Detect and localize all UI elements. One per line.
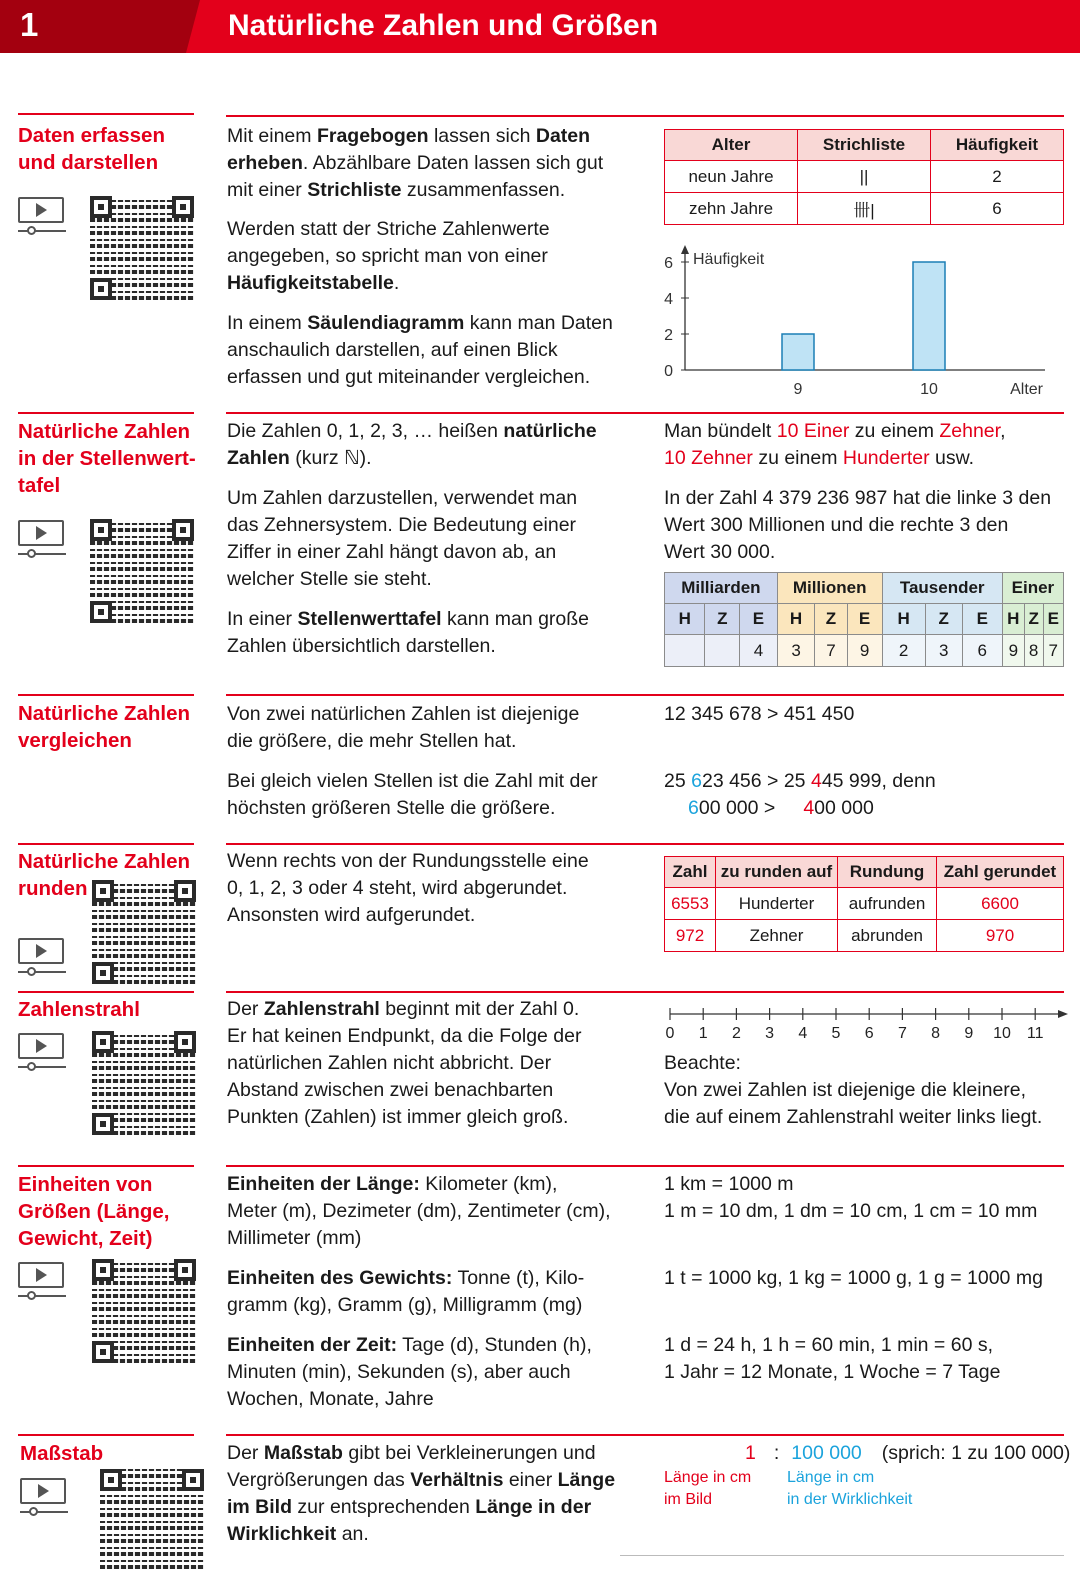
divider xyxy=(18,694,194,696)
cell-direction: abrunden xyxy=(838,920,937,952)
text-natural-1: Die Zahlen 0, 1, 2, 3, … heißen natürliche Zahlen (kurz ℕ). xyxy=(227,420,597,469)
x-tick-label: 9 xyxy=(793,381,803,398)
table-row xyxy=(665,193,1064,225)
section-title-vergleichen: Natürliche Zahlen vergleichen xyxy=(18,702,191,752)
place-group-header: Einer xyxy=(1002,573,1063,604)
text-compare-1: Von zwei natürlichen Zahlen ist diejenige die größere, die mehr Stellen hat. xyxy=(227,703,580,752)
section-title-runden: Natürliche Zahlen runden xyxy=(18,850,191,900)
divider xyxy=(18,113,194,115)
cell-round-to: Zehner xyxy=(716,920,838,952)
cell-number: 6553 xyxy=(665,888,716,920)
number-line-label: 1 xyxy=(698,1025,708,1042)
divider xyxy=(18,991,194,993)
cell-tally: || xyxy=(798,161,931,193)
section-title-daten: Daten erfassen und darstellen xyxy=(18,124,165,174)
divider xyxy=(226,1434,1064,1436)
place-group-header: Tausender xyxy=(882,573,1002,604)
table-row xyxy=(665,920,1064,952)
number-line-label: 6 xyxy=(864,1025,874,1042)
text-compare-2: Bei gleich vielen Stellen ist die Zahl mit der höchsten größeren Stelle die größere. xyxy=(227,770,598,819)
page-title: Natürliche Zahlen und Größen xyxy=(228,9,659,42)
section-title-zahlenstrahl: Zahlenstrahl xyxy=(18,998,140,1021)
place-header: H xyxy=(777,604,815,635)
chapter-number: 1 xyxy=(20,6,39,43)
laenge-conversions: 1 km = 1000 m 1 m = 10 dm, 1 dm = 10 cm, 1 cm = 10 mm xyxy=(664,1173,1038,1222)
number-line-label: 4 xyxy=(798,1025,808,1042)
text-gewicht: Einheiten des Gewichts: Tonne (t), Kilo- gramm (kg), Gramm (g), Milligramm (mg) xyxy=(227,1267,585,1316)
place-header: H xyxy=(665,604,705,635)
place-header: E xyxy=(962,604,1002,635)
divider xyxy=(18,1434,194,1436)
compare-example-1: 12 345 678 > 451 450 xyxy=(664,703,855,725)
text-buendeln: Man bündelt 10 Einer zu einem Zehner, 10 Zehner zu einem Hunderter usw. xyxy=(664,420,1006,469)
caption-bild: Länge in cm im Bild xyxy=(664,1469,752,1508)
digit-cell: 4 xyxy=(740,635,778,667)
bar xyxy=(913,262,945,370)
qr-code xyxy=(92,1031,196,1135)
place-header: Z xyxy=(925,604,962,635)
divider xyxy=(226,115,1064,117)
digit-cell: 8 xyxy=(1024,635,1043,667)
table-row xyxy=(665,161,1064,193)
place-header: E xyxy=(847,604,882,635)
qr-code xyxy=(92,880,196,984)
video-icon[interactable] xyxy=(18,1033,66,1071)
cell-age: zehn Jahre xyxy=(665,193,798,225)
video-icon[interactable] xyxy=(18,1262,66,1300)
number-line-label: 0 xyxy=(665,1025,675,1042)
digit-cell: 7 xyxy=(815,635,847,667)
number-line-label: 5 xyxy=(831,1025,841,1042)
y-axis-arrow xyxy=(681,245,689,254)
cell-result: 970 xyxy=(937,920,1064,952)
divider xyxy=(226,412,1064,414)
digit-cell: 7 xyxy=(1043,635,1063,667)
video-icon[interactable] xyxy=(18,520,66,558)
digit-cell: 2 xyxy=(882,635,925,667)
zeit-conversions: 1 d = 24 h, 1 h = 60 min, 1 min = 60 s, 1 Jahr = 12 Monate, 1 Woche = 7 Tage xyxy=(664,1334,1001,1383)
divider xyxy=(226,694,1064,696)
text-stellenwert-example: In der Zahl 4 379 236 987 hat die linke 3 den Wert 300 Millionen und die rechte 3 den Wert 30 000. xyxy=(664,487,1052,563)
section-title-massstab: Maßstab xyxy=(20,1442,104,1465)
text-zeit: Einheiten der Zeit: Tage (d), Stunden (h), Minuten (min), Sekunden (s), aber auch Wochen, Monate, Jahre xyxy=(227,1334,592,1410)
compare-example-3: 600 000 > 400 000 xyxy=(688,797,874,819)
section-title-stellenwert: Natürliche Zahlen in der Stellenwert- tafel xyxy=(18,420,196,497)
x-tick-label: 10 xyxy=(920,381,938,398)
qr-code xyxy=(92,1259,196,1363)
place-header: Z xyxy=(705,604,740,635)
video-icon[interactable] xyxy=(20,1478,68,1516)
table-header: Zahl xyxy=(665,857,716,888)
cell-frequency: 2 xyxy=(931,161,1064,193)
cell-tally: 卌| xyxy=(798,193,931,225)
text-massstab: Der Maßstab gibt bei Verkleinerungen und Vergrößerungen das Verhältnis einer Länge im Bild zur entsprechenden Länge in der Wirklichkeit an. xyxy=(227,1442,616,1545)
text-laenge: Einheiten der Länge: Kilometer (km), Meter (m), Dezimeter (dm), Zentimeter (cm), Millimeter (mm) xyxy=(227,1173,611,1249)
qr-code xyxy=(100,1469,204,1569)
table-header: zu runden auf xyxy=(716,857,838,888)
bar-chart xyxy=(655,240,1055,405)
gewicht-conversions: 1 t = 1000 kg, 1 kg = 1000 g, 1 g = 1000 mg xyxy=(664,1267,1043,1289)
digit-cell: 9 xyxy=(1002,635,1024,667)
digit-cell: 3 xyxy=(777,635,815,667)
divider xyxy=(18,1165,194,1167)
cell-frequency: 6 xyxy=(931,193,1064,225)
text-natural-3: In einer Stellenwerttafel kann man große Zahlen übersichtlich darstellen. xyxy=(227,608,590,657)
text-natural-2: Um Zahlen darzustellen, verwendet man das Zehnersystem. Die Bedeutung einer Ziffer in einer Zahl hängt davon ab, an welcher Stelle sie steht. xyxy=(227,487,578,590)
cell-direction: aufrunden xyxy=(838,888,937,920)
place-header: E xyxy=(740,604,778,635)
x-axis-label: Alter xyxy=(1010,381,1043,398)
number-line-label: 3 xyxy=(765,1025,775,1042)
digit-cell xyxy=(665,635,705,667)
divider xyxy=(226,843,1064,845)
divider xyxy=(226,1165,1064,1167)
place-header: Z xyxy=(815,604,847,635)
table-header: Häufigkeit xyxy=(931,130,1064,161)
text-runden: Wenn rechts von der Rundungsstelle eine 0, 1, 2, 3 oder 4 steht, wird abgerundet. Ansonsten wird aufgerundet. xyxy=(227,850,589,926)
text-beachte: Beachte: Von zwei Zahlen ist diejenige die kleinere, die auf einem Zahlenstrahl weiter links liegt. xyxy=(664,1052,1043,1128)
y-tick-label: 0 xyxy=(664,363,673,380)
number-line-label: 7 xyxy=(897,1025,907,1042)
text-daten-1: Mit einem Fragebogen lassen sich Daten erheben. Abzählbare Daten lassen sich gut mit einer Strichliste zusammenfassen. xyxy=(227,125,604,201)
place-group-header: Milliarden xyxy=(665,573,778,604)
table-header: Alter xyxy=(665,130,798,161)
number-line-label: 9 xyxy=(964,1025,974,1042)
video-icon[interactable] xyxy=(18,938,66,976)
number-line-label: 2 xyxy=(731,1025,741,1042)
place-header: H xyxy=(882,604,925,635)
caption-wirklichkeit: Länge in cm in der Wirklichkeit xyxy=(787,1469,913,1508)
compare-example-2: 25 623 456 > 25 445 999, denn xyxy=(664,770,936,792)
place-value-table xyxy=(664,572,1064,667)
qr-code xyxy=(90,519,194,623)
divider xyxy=(226,991,1064,993)
cell-result: 6600 xyxy=(937,888,1064,920)
number-line-arrow xyxy=(1058,1010,1068,1018)
tally-table xyxy=(664,129,1064,225)
place-header: Z xyxy=(1024,604,1043,635)
qr-code xyxy=(90,196,194,300)
cell-round-to: Hunderter xyxy=(716,888,838,920)
number-line-label: 10 xyxy=(993,1025,1011,1042)
scale-ratio: 1 : 100 000 (sprich: 1 zu 100 000) xyxy=(745,1442,1071,1464)
table-header: Strichliste xyxy=(798,130,931,161)
number-line-label: 11 xyxy=(1026,1025,1044,1042)
place-group-header: Millionen xyxy=(777,573,882,604)
y-tick-label: 4 xyxy=(664,291,673,308)
text-daten-3: In einem Säulendiagramm kann man Daten anschaulich darstellen, auf einen Blick erfassen und gut miteinander vergleichen. xyxy=(227,312,613,388)
text-zahlenstrahl: Der Zahlenstrahl beginnt mit der Zahl 0. Er hat keinen Endpunkt, da die Folge der natürlichen Zahlen nicht abbricht. Der Abstand zwischen zwei benachbarten Punkten (Zahlen) ist immer gleich groß. xyxy=(227,998,582,1128)
digit-cell: 3 xyxy=(925,635,962,667)
video-icon[interactable] xyxy=(18,197,66,235)
bar xyxy=(782,334,814,370)
divider xyxy=(18,412,194,414)
table-header: Rundung xyxy=(838,857,937,888)
y-tick-label: 2 xyxy=(664,327,673,344)
cell-age: neun Jahre xyxy=(665,161,798,193)
text-daten-2: Werden statt der Striche Zahlenwerte angegeben, so spricht man von einer Häufigkeitstabelle. xyxy=(227,218,550,294)
rounding-table xyxy=(664,856,1064,952)
digit-cell: 9 xyxy=(847,635,882,667)
section-title-einheiten: Einheiten von Größen (Länge, Gewicht, Zeit) xyxy=(18,1173,170,1250)
place-header: H xyxy=(1002,604,1024,635)
footer-rule xyxy=(620,1555,1064,1556)
number-line xyxy=(660,1000,1070,1048)
y-axis-label: Häufigkeit xyxy=(693,251,765,268)
table-row xyxy=(665,888,1064,920)
divider xyxy=(18,843,194,845)
number-line-label: 8 xyxy=(931,1025,941,1042)
place-header: E xyxy=(1043,604,1063,635)
digit-cell xyxy=(705,635,740,667)
table-header: Zahl gerundet xyxy=(937,857,1064,888)
digit-cell: 6 xyxy=(962,635,1002,667)
cell-number: 972 xyxy=(665,920,716,952)
y-tick-label: 6 xyxy=(664,255,673,272)
